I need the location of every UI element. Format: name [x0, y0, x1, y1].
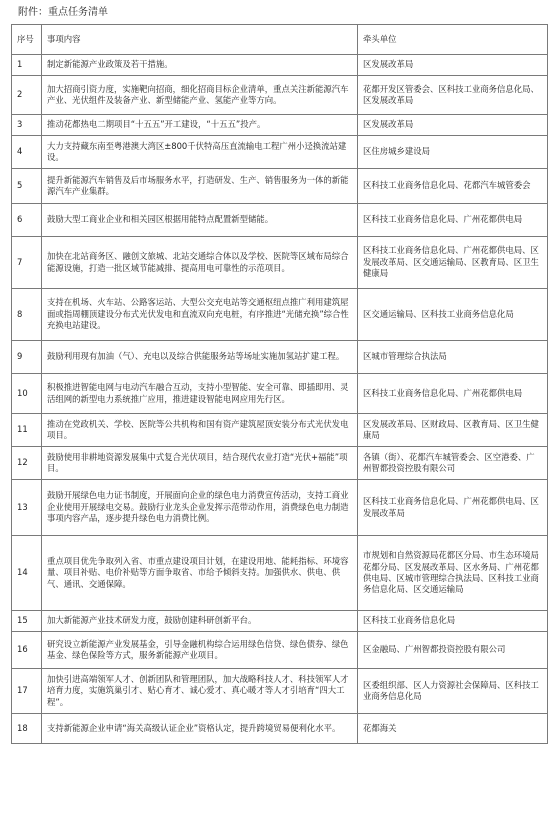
table-header-row [12, 25, 548, 55]
header-item: 事项内容 [42, 25, 358, 55]
lead-unit: 区城市管理综合执法局 [358, 341, 548, 374]
task-item: 鼓励使用非耕地资源发展集中式复合光伏项目，结合现代农业打造“光伏+福能”项目。 [42, 447, 358, 480]
task-number: 12 [12, 447, 42, 480]
table-row [12, 76, 548, 115]
table-row [12, 341, 548, 374]
lead-unit: 区科技工业商务信息化局、广州花都供电局 [358, 204, 548, 237]
task-number: 18 [12, 714, 42, 744]
lead-unit: 区科技工业商务信息化局、广州花都供电局、区发展改革局、区交通运输局、区教育局、区卫生健康局 [358, 237, 548, 289]
task-item: 支持在机场、火车站、公路客运站、大型公交充电站等交通枢纽点推广利用建筑屋面或指周棚顶建设分布式光伏发电和直流双向充电桩，有序推进“光储充换”综合性充换电站建设。 [42, 289, 358, 341]
attachment-title: 附件：重点任务清单 [18, 7, 108, 18]
table-row [12, 447, 548, 480]
task-item: 鼓励开展绿色电力证书制度，开展面向企业的绿色电力消费宣传活动，支持工商业企业使用开展绿电交易。鼓励行业龙头企业发挥示范带动作用，消费绿色电力制造事项内容产品，逐步提升绿色电力消费比例。 [42, 480, 358, 536]
task-number: 13 [12, 480, 42, 536]
task-item: 加快在北站商务区、融创文旅城、北站交通综合体以及学校、医院等区域布局综合能源设施，打造一批区域节能减排、提高用电可靠性的示范项目。 [42, 237, 358, 289]
lead-unit: 花都海关 [358, 714, 548, 744]
task-item: 加大新能源产业技术研发力度，鼓励创建科研创新平台。 [42, 611, 358, 632]
task-item: 制定新能源产业政策及若干措施。 [42, 55, 358, 76]
table-row [12, 136, 548, 169]
task-number: 10 [12, 374, 42, 414]
task-item: 支持新能源企业申请“海关高级认证企业”资格认定，提升跨境贸易便利化水平。 [42, 714, 358, 744]
lead-unit: 市规划和自然资源局花都区分局、市生态环境局花都分局、区发展改革局、区水务局、广州花都供电局、区城市管理综合执法局、区科技工业商务信息化局、区交通运输局 [358, 536, 548, 611]
task-item: 鼓励大型工商业企业和相关园区根据用能特点配置新型储能。 [42, 204, 358, 237]
table-row [12, 714, 548, 744]
task-item: 加快引进高端领军人才、创新团队和管理团队，加大战略科技人才、科技领军人才培育力度，实施筑巢引才、贴心育才、诚心爱才、真心暖才等人才引培育“四大工程”。 [42, 669, 358, 714]
task-number: 16 [12, 632, 42, 669]
task-number: 6 [12, 204, 42, 237]
table-row [12, 536, 548, 611]
task-number: 1 [12, 55, 42, 76]
task-item: 鼓励利用现有加油（气）、充电以及综合供能服务站等场址实施加氢站扩建工程。 [42, 341, 358, 374]
task-item: 积极推进智能电网与电动汽车融合互动，支持小型智能、安全可靠、即插即用、灵活组网的新型电力系统推广应用，推进建设智能电网应用先行区。 [42, 374, 358, 414]
task-item: 重点项目优先争取列入省、市重点建设项目计划，在建设用地、能耗指标、环境容量、项目补贴、电价补贴等方面争取省、市给予倾斜支持。加强供水、供电、供气、通讯、交通保障。 [42, 536, 358, 611]
task-number: 5 [12, 169, 42, 204]
task-item: 推动花都热电二期项目“十五五”开工建设，“十五五”投产。 [42, 115, 358, 136]
task-number: 14 [12, 536, 42, 611]
lead-unit: 区委组织部、区人力资源社会保障局、区科技工业商务信息化局 [358, 669, 548, 714]
lead-unit: 区科技工业商务信息化局 [358, 611, 548, 632]
lead-unit: 区发展改革局 [358, 55, 548, 76]
lead-unit: 区发展改革局、区财政局、区教育局、区卫生健康局 [358, 414, 548, 447]
task-number: 11 [12, 414, 42, 447]
table-row [12, 632, 548, 669]
lead-unit: 区住房城乡建设局 [358, 136, 548, 169]
task-number: 7 [12, 237, 42, 289]
table-row [12, 55, 548, 76]
task-item: 加大招商引资力度，实施靶向招商，细化招商目标企业清单，重点关注新能源汽车产业、光伏组件及装备产业、新型储能产业、氢能产业等方向。 [42, 76, 358, 115]
lead-unit: 区科技工业商务信息化局、花都汽车城管委会 [358, 169, 548, 204]
table-row [12, 115, 548, 136]
lead-unit: 区科技工业商务信息化局、广州花都供电局、区发展改革局 [358, 480, 548, 536]
table-row [12, 237, 548, 289]
header-no: 序号 [12, 25, 42, 55]
task-number: 4 [12, 136, 42, 169]
table-row [12, 374, 548, 414]
lead-unit: 花都开发区管委会、区科技工业商务信息化局、区发展改革局 [358, 76, 548, 115]
table-row [12, 480, 548, 536]
lead-unit: 区金融局、广州智都投资控股有限公司 [358, 632, 548, 669]
task-number: 9 [12, 341, 42, 374]
table-row [12, 289, 548, 341]
task-item: 大力支持藏东南至粤港澳大湾区±800千伏特高压直流输电工程广州小迳换流站建设。 [42, 136, 358, 169]
task-number: 3 [12, 115, 42, 136]
task-number: 17 [12, 669, 42, 714]
table-row [12, 611, 548, 632]
lead-unit: 各镇（街）、花都汽车城管委会、区空港委、广州智都投资控股有限公司 [358, 447, 548, 480]
table-row [12, 414, 548, 447]
lead-unit: 区发展改革局 [358, 115, 548, 136]
table-row [12, 169, 548, 204]
header-lead: 牵头单位 [358, 25, 548, 55]
task-table [11, 24, 548, 744]
table-row [12, 204, 548, 237]
task-number: 15 [12, 611, 42, 632]
task-item: 推动在党政机关、学校、医院等公共机构和国有资产建筑屋顶安装分布式光伏发电项目。 [42, 414, 358, 447]
task-number: 8 [12, 289, 42, 341]
task-item: 提升新能源汽车销售及后市场服务水平，打造研发、生产、销售服务为一体的新能源汽车产业集群。 [42, 169, 358, 204]
lead-unit: 区科技工业商务信息化局、广州花都供电局 [358, 374, 548, 414]
task-item: 研究设立新能源产业发展基金，引导金融机构综合运用绿色信贷、绿色债券、绿色基金、绿色保险等方式，服务新能源产业项目。 [42, 632, 358, 669]
table-row [12, 669, 548, 714]
task-number: 2 [12, 76, 42, 115]
lead-unit: 区交通运输局、区科技工业商务信息化局 [358, 289, 548, 341]
